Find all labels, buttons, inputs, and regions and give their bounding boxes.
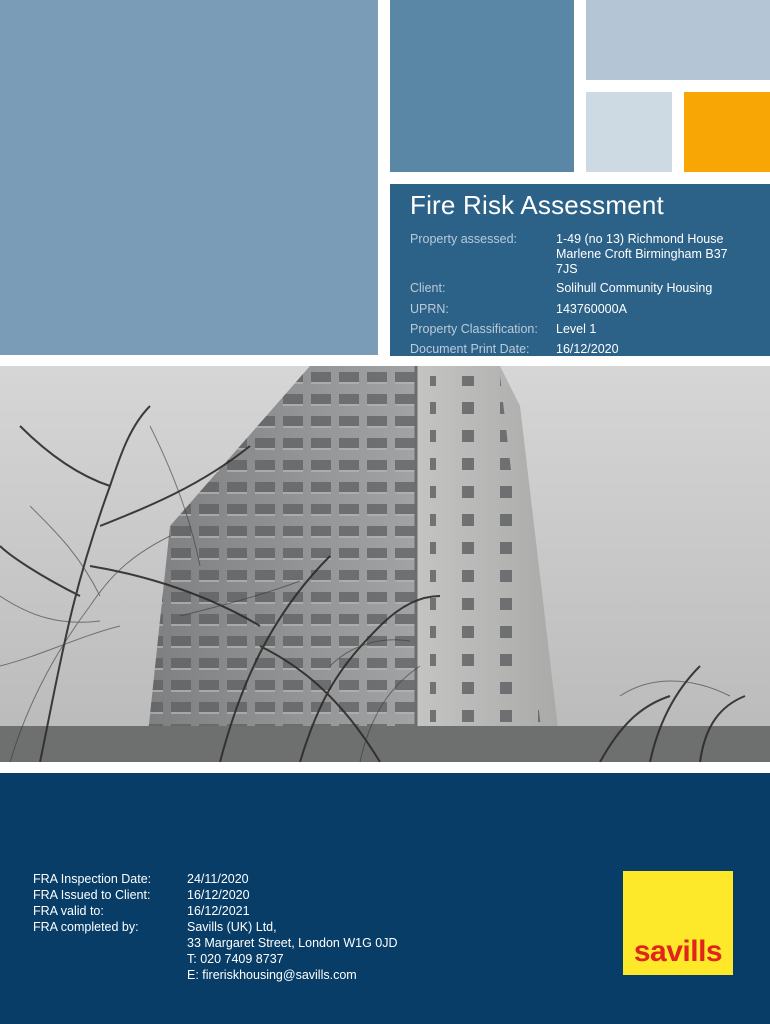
completed-by-address: 33 Margaret Street, London W1G 0JD xyxy=(187,936,398,950)
completed-by-phone: T: 020 7409 8737 xyxy=(187,952,284,966)
document-title: Fire Risk Assessment xyxy=(410,190,664,220)
print-date-value: 16/12/2020 xyxy=(556,342,619,356)
tower-block-photo xyxy=(0,366,770,762)
fra-valid-value: 16/12/2021 xyxy=(187,904,250,918)
print-date-label: Document Print Date: xyxy=(410,342,530,356)
fra-valid-label: FRA valid to: xyxy=(33,904,104,918)
fra-issued-label: FRA Issued to Client: xyxy=(33,888,151,902)
completed-by-email: E: fireriskhousing@savills.com xyxy=(187,968,357,982)
decorative-block-light xyxy=(586,0,770,80)
classification-value: Level 1 xyxy=(556,322,597,336)
footer-panel xyxy=(0,773,770,1024)
decorative-block-mid xyxy=(390,0,574,172)
fra-inspection-value: 24/11/2020 xyxy=(187,872,249,886)
savills-logo xyxy=(623,871,733,975)
decorative-block-large xyxy=(0,0,378,355)
decorative-block-pale xyxy=(586,92,672,172)
uprn-value: 143760000A xyxy=(556,302,627,316)
decorative-block-orange xyxy=(684,92,770,172)
fra-inspection-label: FRA Inspection Date: xyxy=(33,872,152,886)
client-value: Solihull Community Housing xyxy=(556,281,713,295)
completed-by-company: Savills (UK) Ltd, xyxy=(187,920,277,934)
property-assessed-label: Property assessed: xyxy=(410,232,517,246)
property-assessed-value: 1-49 (no 13) Richmond House Marlene Croft Birmingham B37 7JS xyxy=(556,232,728,276)
savills-logo-text: savills xyxy=(633,935,723,968)
client-label: Client: xyxy=(410,281,446,295)
uprn-label: UPRN: xyxy=(410,302,449,316)
fra-issued-value: 16/12/2020 xyxy=(187,888,250,902)
title-panel xyxy=(390,184,770,356)
classification-label: Property Classification: xyxy=(410,322,538,336)
fra-completed-label: FRA completed by: xyxy=(33,920,139,934)
fra-completed-value xyxy=(187,919,447,983)
